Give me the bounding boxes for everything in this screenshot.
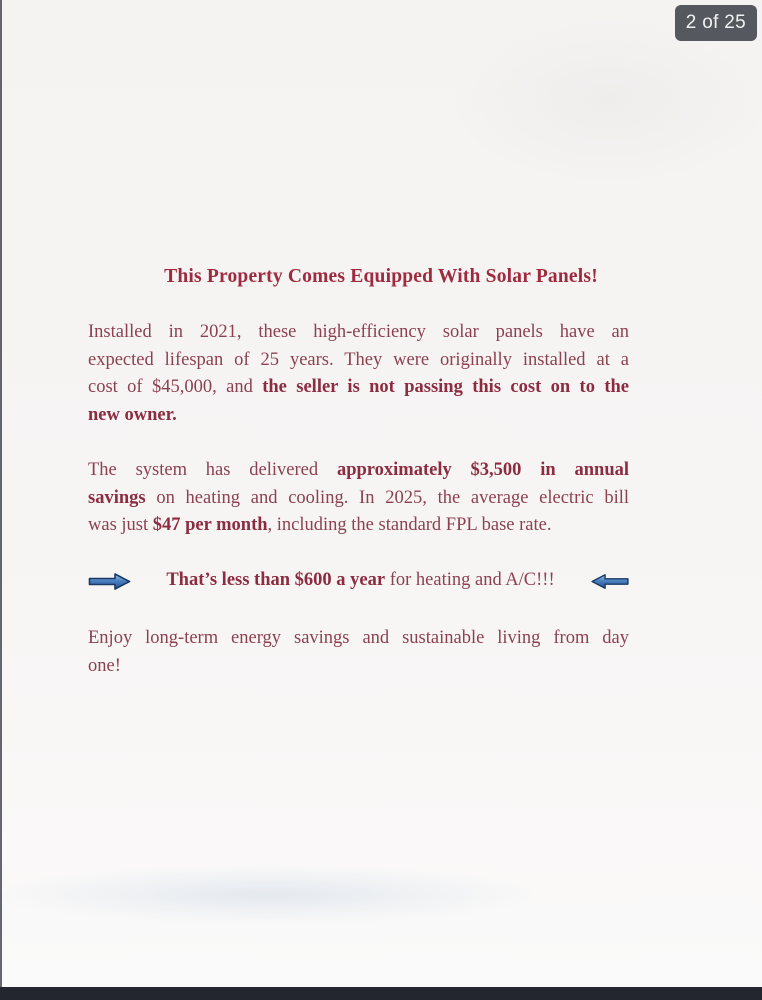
text-segment-bold: the seller is not passing this cost on to the [262, 377, 629, 398]
text-segment-bold: new owner. [88, 404, 177, 425]
text-line [88, 374, 629, 402]
text-line [88, 347, 629, 375]
text-segment-bold: That’s less than $600 a year [166, 570, 386, 591]
text-segment: on heating and cooling. In 2025, the average electric bill [145, 487, 629, 508]
text-line [88, 319, 629, 347]
text-line [88, 485, 629, 513]
text-segment: was just [88, 515, 153, 536]
text-segment-bold: savings [88, 487, 146, 508]
left-arrow-icon [590, 573, 630, 590]
savings-callout [88, 566, 630, 596]
text-line [88, 457, 629, 485]
text-line [88, 653, 629, 681]
next-page-gap [0, 987, 762, 1000]
right-arrow-icon [88, 572, 131, 591]
text-segment: one! [88, 655, 121, 676]
text-segment: Installed in 2021, these high-efficiency solar panels have an [88, 322, 629, 342]
paragraph-installation [88, 319, 629, 429]
text-segment-bold: approximately $3,500 in annual [336, 460, 630, 480]
page-left-border [0, 0, 2, 987]
text-segment: for heating and A/C!!! [385, 570, 555, 591]
text-segment: , including the standard FPL base rate. [267, 515, 552, 536]
text-segment: expected lifespan of 25 years. They were originally installed at a [88, 349, 629, 370]
document-title: This Property Comes Equipped With Solar Panels! [164, 266, 598, 287]
page-indicator: 2 of 25 [675, 5, 757, 41]
text-segment: The system has delivered [88, 460, 337, 480]
paragraph-savings [88, 457, 629, 540]
callout-text [166, 567, 554, 595]
text-line [88, 625, 629, 653]
text-line [88, 512, 629, 540]
text-line [88, 402, 629, 430]
paragraph-closing [88, 625, 629, 680]
text-segment-bold: $47 per month [152, 515, 268, 536]
text-segment: Enjoy long-term energy savings and sustainable living from day [88, 628, 629, 648]
text-segment: cost of $45,000, and [88, 377, 263, 398]
